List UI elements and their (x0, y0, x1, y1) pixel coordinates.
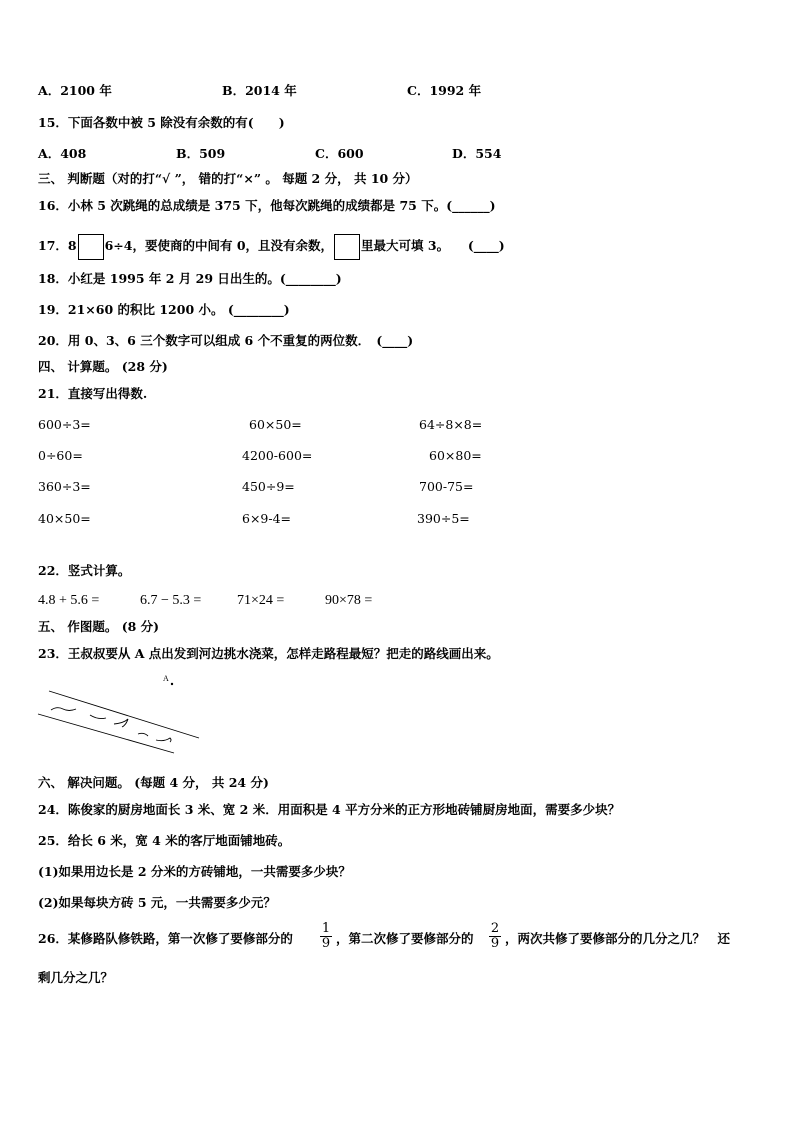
q14-option-b: B．2014 年 (222, 83, 297, 98)
q16: 16．小林 5 次跳绳的总成绩是 375 下，他每次跳绳的成绩都是 75 下。(______) (38, 198, 496, 213)
q21-r3-c2: 450÷9= (242, 479, 295, 494)
q15-option-b: B．509 (176, 146, 226, 161)
section-6-heading: 六、 解决问题。 (每题 4 分， 共 24 分) (38, 775, 269, 790)
river-wave (156, 738, 171, 742)
q22-stem: 22．竖式计算。 (38, 563, 131, 578)
q19: 19．21×60 的积比 1200 小。 (________) (38, 302, 290, 317)
q25-stem: 25．给长 6 米，宽 4 米的客厅地面铺地砖。 (38, 833, 291, 848)
q21-r3-c3: 700-75= (419, 479, 474, 494)
q22-item-2: 6.7 − 5.3 = (140, 593, 202, 608)
point-a-label: A (163, 674, 169, 683)
q25-sub1: (1)如果用边长是 2 分米的方砖铺地，一共需要多少块？ (38, 864, 351, 879)
q22-item-4: 90×78 = (325, 593, 373, 608)
river-bank-lower (38, 714, 174, 753)
q26-part2: ，第二次修了要修部分的 (336, 931, 474, 946)
q21-r2-c1: 0÷60= (38, 448, 83, 463)
q21-r4-c2: 6×9-4= (242, 511, 292, 526)
q22-item-3: 71×24 = (237, 593, 285, 608)
q26-part3: ，两次共修了要修部分的几分之几？ 还 (505, 931, 731, 946)
q26-fraction-1-numerator: 1 (321, 921, 331, 936)
river-bank-upper (49, 691, 199, 738)
river-wave (90, 715, 106, 719)
q21-r1-c3: 64÷8×8= (419, 417, 483, 432)
q21-r4-c1: 40×50= (38, 511, 91, 526)
section-5-heading: 五、 作图题。 (8 分) (38, 619, 160, 634)
q26-fraction-2-denominator: 9 (490, 936, 500, 951)
q21-r2-c3: 60×80= (429, 448, 482, 463)
q21-r1-c2: 60×50= (249, 417, 302, 432)
q17-part1: 17．8 (38, 238, 77, 253)
q17-part2: 6÷4，要使商的中间有 0，且没有余数， (104, 238, 334, 253)
q23-stem: 23．王叔叔要从 A 点出发到河边挑水浇菜，怎样走路程最短？把走的路线画出来。 (38, 646, 499, 661)
q21-stem: 21．直接写出得数. (38, 386, 148, 401)
q25-sub2: (2)如果每块方砖 5 元，一共需要多少元？ (38, 895, 276, 910)
q26-fraction-2 (489, 922, 501, 951)
q26-fraction-1 (320, 922, 332, 951)
q17-blank-box-2[interactable] (334, 234, 360, 260)
q17-blank-box-1[interactable] (78, 234, 104, 260)
q17 (38, 233, 505, 260)
q15-option-c: C．600 (315, 146, 364, 161)
q21-r2-c2: 4200-600= (242, 448, 313, 463)
q24: 24．陈俊家的厨房地面长 3 米、宽 2 米．用面积是 4 平方分米的正方形地砖铺厨房地面，需要多少块？ (38, 802, 621, 817)
q26-part1: 26．某修路队修铁路，第一次修了要修部分的 (38, 931, 293, 946)
river-wave (51, 708, 76, 711)
q14-option-a: A．2100 年 (38, 83, 112, 98)
q26-fraction-1-denominator: 9 (321, 936, 331, 951)
q22-item-1: 4.8 + 5.6 = (38, 593, 100, 608)
q26-fraction-2-numerator: 2 (490, 921, 500, 936)
river-figure (34, 670, 204, 755)
q15-stem: 15．下面各数中被 5 除没有余数的有( ) (38, 115, 285, 130)
q21-r4-c3: 390÷5= (417, 511, 470, 526)
q17-part3: 里最大可填 3。 (____) (361, 238, 505, 253)
q18: 18．小红是 1995 年 2 月 29 日出生的。(________) (38, 271, 342, 286)
q21-r1-c1: 600÷3= (38, 417, 91, 432)
q15-option-a: A．408 (38, 146, 87, 161)
section-3-heading: 三、 判断题（对的打“√ ”， 错的打“×” 。 每题 2 分， 共 10 分） (38, 171, 418, 186)
river-wave (138, 733, 148, 736)
section-4-heading: 四、 计算题。 (28 分) (38, 359, 168, 374)
q15-option-d: D．554 (452, 146, 502, 161)
q14-option-c: C．1992 年 (407, 83, 482, 98)
point-a-dot (171, 683, 173, 685)
q21-r3-c1: 360÷3= (38, 479, 91, 494)
q26-line2: 剩几分之几？ (38, 970, 114, 985)
q20: 20．用 0、3、6 三个数字可以组成 6 个不重复的两位数． (____) (38, 333, 414, 348)
river-wave (114, 719, 128, 727)
